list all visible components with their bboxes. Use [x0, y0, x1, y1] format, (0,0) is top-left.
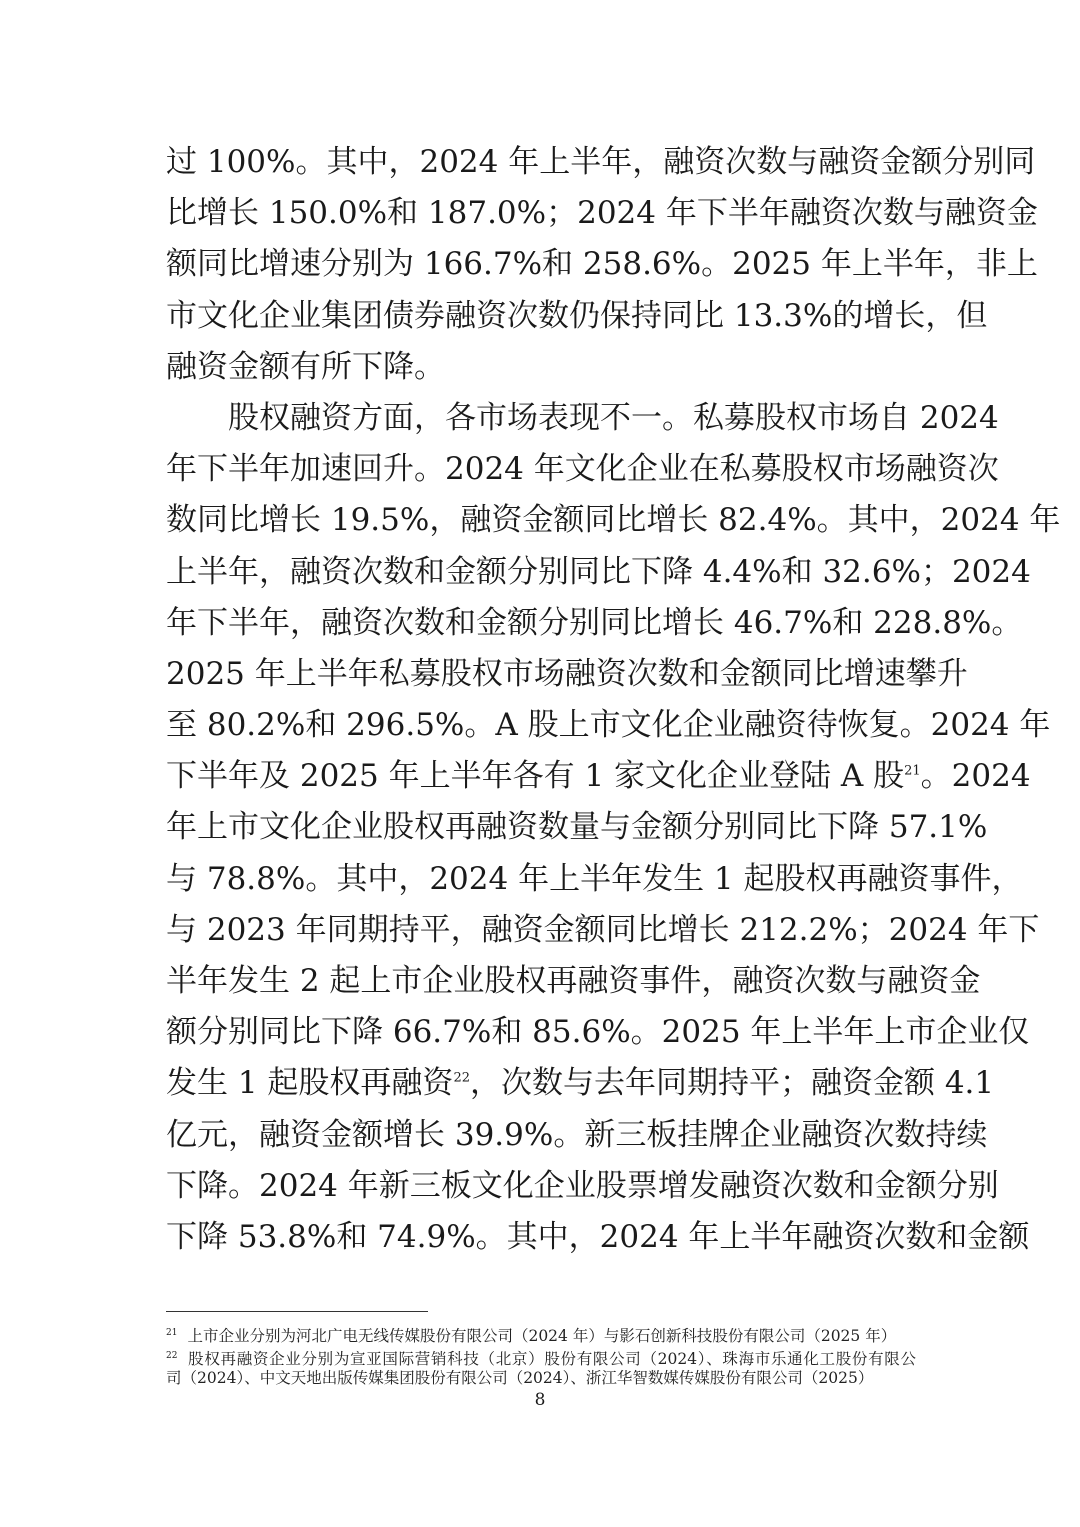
- text-line: 上半年，融资次数和金额分别同比下降 4.4%和 32.6%；2024: [166, 553, 1031, 590]
- paragraph-1: [166, 137, 1038, 393]
- footnote-line: 司（2024）、中文天地出版传媒集团股份有限公司（2024）、浙江华智数媒传媒股份有限公司（2025）: [166, 1369, 874, 1387]
- footnote-ref-21: 21: [904, 763, 921, 779]
- text-line-with-footnote: [166, 751, 1031, 802]
- text-line: 额分别同比下降 66.7%和 85.6%。2025 年上半年上市企业仅: [166, 1014, 1030, 1051]
- text-line: 过 100%。其中，2024 年上半年，融资次数与融资金额分别同: [166, 144, 1036, 180]
- text-line: 下降。2024 年新三板文化企业股票增发融资次数和金额分别: [166, 1167, 999, 1204]
- text-line: 与 2023 年同期持平，融资金额同比增长 212.2%；2024 年下: [166, 911, 1040, 948]
- text-line: 融资金额有所下降。: [166, 348, 445, 385]
- text-line: 市文化企业集团债券融资次数仍保持同比 13.3%的增长，但: [166, 297, 988, 334]
- text-line: 至 80.2%和 296.5%。A 股上市文化企业融资待恢复。2024 年: [166, 707, 1051, 744]
- text-line: 额同比增速分别为 166.7%和 258.6%。2025 年上半年，非上: [166, 246, 1038, 283]
- text-line: 年上市文化企业股权再融资数量与金额分别同比下降 57.1%: [166, 809, 988, 846]
- footnote-22: [166, 1345, 916, 1390]
- footnote-number: 21: [166, 1328, 178, 1338]
- text-line: 比增长 150.0%和 187.0%；2024 年下半年融资次数与融资金: [166, 195, 1038, 232]
- body-text: [166, 137, 1061, 1263]
- text-line: 半年发生 2 起上市企业股权再融资事件，融资次数与融资金: [166, 963, 981, 999]
- footnotes: [166, 1322, 916, 1390]
- text-line: 股权融资方面，各市场表现不一。私募股权市场自 2024: [228, 399, 999, 436]
- footnote-ref-22: 22: [453, 1071, 470, 1087]
- footnote-divider: [166, 1311, 428, 1312]
- text-line: 年下半年加速回升。2024 年文化企业在私募股权市场融资次: [166, 451, 999, 488]
- text-line: 亿元，融资金额增长 39.9%。新三板挂牌企业融资次数持续: [166, 1116, 988, 1153]
- footnote-21: [166, 1322, 916, 1345]
- text-line: 与 78.8%。其中，2024 年上半年发生 1 起股权再融资事件，: [166, 860, 1023, 897]
- footnote-text: 股权再融资企业分别为宣亚国际营销科技（北京）股份有限公司（2024）、珠海市乐通化工股份有限公: [187, 1349, 916, 1368]
- text-line: 数同比增长 19.5%，融资金额同比增长 82.4%。其中，2024 年: [166, 502, 1061, 539]
- footnote-text: 上市企业分别为河北广电无线传媒股份有限公司（2024 年）与影石创新科技股份有限公司（2025 年）: [187, 1327, 897, 1346]
- text-line-with-footnote: [166, 1058, 995, 1109]
- page-number: 8: [534, 1390, 546, 1410]
- text-segment: 下半年及 2025 年上半年各有 1 家文化企业登陆 A 股: [166, 758, 905, 795]
- footnote-number: 22: [166, 1350, 178, 1361]
- text-segment: ，次数与去年同期持平；融资金额 4.1: [469, 1065, 995, 1102]
- text-segment: 发生 1 起股权再融资: [166, 1065, 454, 1102]
- text-line: 年下半年，融资次数和金额分别同比增长 46.7%和 228.8%。: [166, 604, 1023, 641]
- footnote-line: [166, 1345, 916, 1368]
- text-line: 2025 年上半年私募股权市场融资次数和金额同比增速攀升: [166, 655, 968, 692]
- text-line: 下降 53.8%和 74.9%。其中，2024 年上半年融资次数和金额: [166, 1218, 1030, 1255]
- text-segment: 。2024: [920, 758, 1031, 795]
- paragraph-2: [166, 393, 1061, 1263]
